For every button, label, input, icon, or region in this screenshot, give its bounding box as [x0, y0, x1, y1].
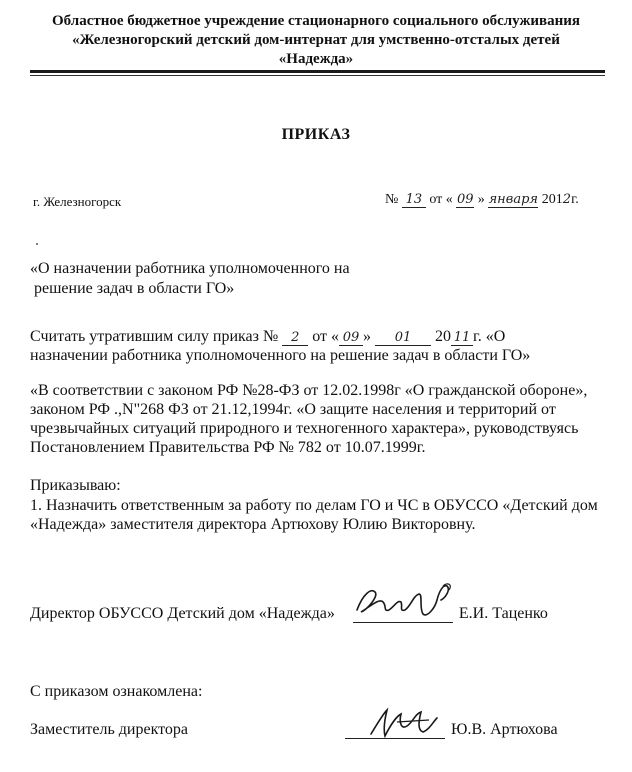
deputy-title: Заместитель директора: [30, 721, 189, 738]
quote-close: »: [477, 192, 485, 207]
header-line-3: «Надежда»: [278, 51, 354, 67]
revoked-order-number: 2: [282, 331, 308, 346]
number-label: №: [385, 192, 399, 207]
order-month-handwritten: января: [488, 192, 538, 207]
revocation-text-d: 20: [435, 328, 451, 345]
document-title: ПРИКАЗ: [281, 126, 351, 143]
revocation-text-a: Считать утратившим силу приказ №: [30, 328, 279, 345]
deputy-signature: [367, 704, 457, 740]
revocation-text-b: от «: [312, 328, 339, 345]
subject-line-2: решение задач в области ГО»: [34, 280, 235, 297]
revocation-text-e: г. «О: [473, 328, 506, 345]
scan-speck: [36, 243, 38, 245]
revoked-order-month: 01: [375, 331, 431, 346]
familiarization-note: С приказом ознакомлена:: [30, 683, 203, 700]
director-signature: [349, 580, 459, 622]
header-line-1: Областное бюджетное учреждение стационарного социального обслуживания: [52, 13, 580, 29]
order-item-1: 1. Назначить ответственным за работу по делам ГО и ЧС в ОБУССО «Детский дом «Надежда» заместителя директора Артюхову Юлию Викторовну.: [30, 497, 598, 533]
header-line-2: «Железногорский детский дом-интернат для умственно-отсталых детей: [72, 32, 560, 48]
director-name: Е.И. Таценко: [458, 605, 548, 622]
year-label: 201: [541, 192, 563, 207]
order-number-line: [385, 192, 579, 208]
revoked-order-year: 11: [451, 331, 473, 346]
deputy-name: Ю.В. Артюхова: [451, 721, 558, 738]
revocation-text-c: »: [363, 328, 371, 345]
header-rule-thin: [30, 75, 605, 76]
header-rule-thick: [30, 70, 605, 73]
director-signature-block: [30, 605, 548, 623]
order-directive-label: Приказываю:: [30, 477, 121, 494]
director-title: Директор ОБУССО Детский дом «Надежда»: [30, 605, 335, 622]
paragraph-revocation: [30, 327, 610, 365]
order-day-handwritten: 09: [457, 192, 474, 207]
order-subject: [30, 259, 350, 299]
year-suffix: г.: [571, 192, 579, 207]
director-signature-line: [353, 606, 453, 623]
from-label: от «: [429, 192, 453, 207]
deputy-signature-line: [345, 722, 445, 739]
revoked-order-day: 09: [339, 331, 363, 346]
institution-header: [0, 12, 632, 69]
order-number-handwritten: 13: [402, 193, 426, 208]
subject-line-1: «О назначении работника уполномоченного на: [30, 260, 350, 277]
place-of-issue: г. Железногорск: [33, 194, 122, 209]
revocation-line-2: назначении работника уполномоченного на решение задач в области ГО»: [30, 347, 531, 364]
deputy-signature-block: [345, 721, 558, 739]
year-digit-handwritten: 2: [562, 192, 572, 207]
paragraph-legal-basis: «В соответствии с законом РФ №28-ФЗ от 12.02.1998г «О гражданской обороне», законом РФ .,N"268 ФЗ от 21.12,1994г. «О защите населения и территорий от чрезвычайных ситуаций природного и техногенного характера», руководствуясь Постановлением Правительства РФ № 782 от 10.07.1999г.: [30, 382, 588, 456]
